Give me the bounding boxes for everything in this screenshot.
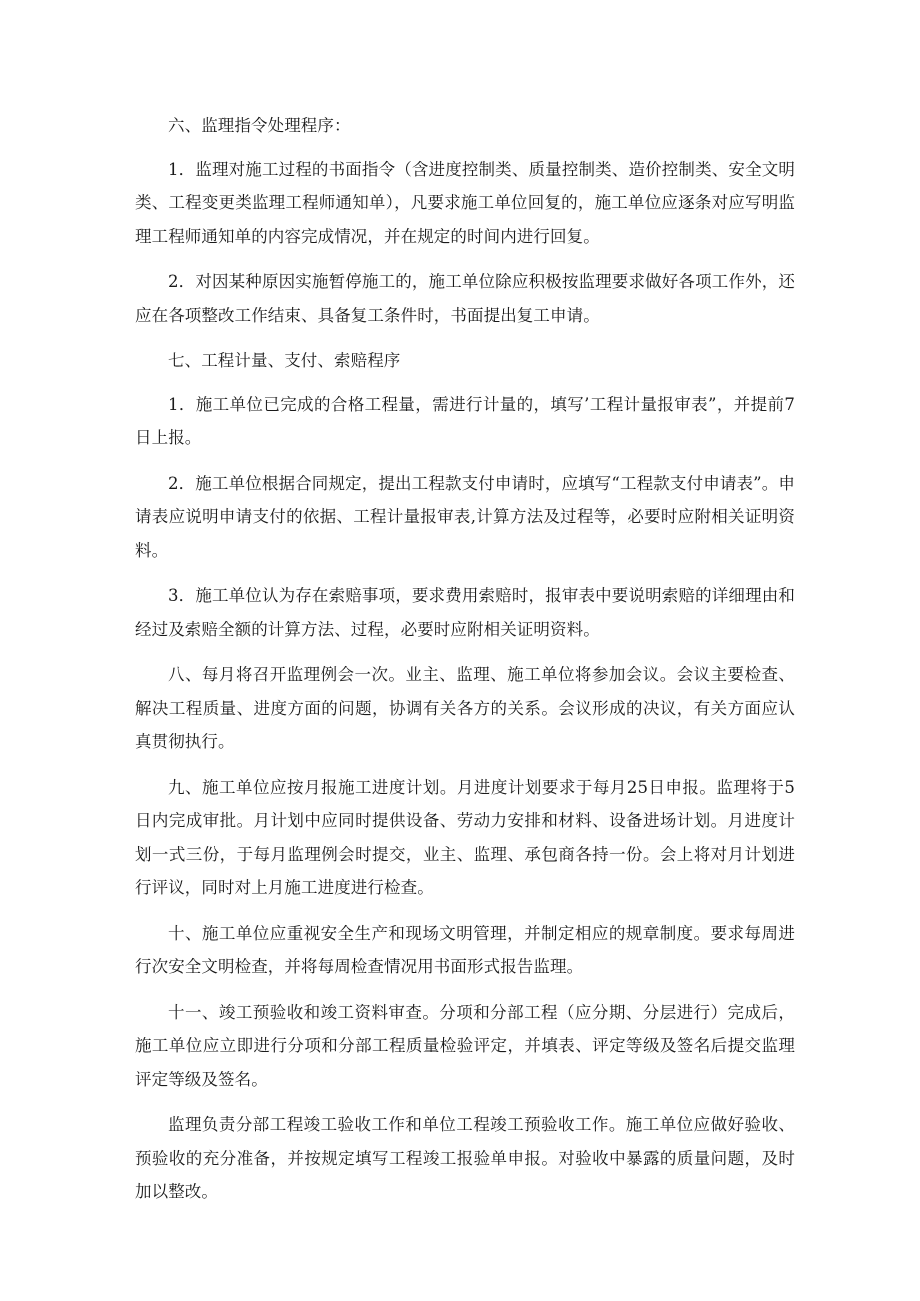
paragraph-7-3: 3．施工单位认为存在索赔事项，要求费用索赔时，报审表中要说明索赔的详细理由和经过及索赔全额的计算方法、过程，必要时应附相关证明资料。 bbox=[135, 586, 795, 639]
section-10: 十、施工单位应重视安全生产和现场文明管理，并制定相应的规章制度。要求每周进行次安全文明检查，并将每周检查情况用书面形式报告监理。 bbox=[135, 923, 795, 976]
paragraph-11-2: 监理负责分部工程竣工验收工作和单位工程竣工预验收工作。施工单位应做好验收、预验收的充分准备，并按规定填写工程竣工报验单申报。对验收中暴露的质量问题，及时加以整改。 bbox=[135, 1115, 795, 1201]
section-9: 九、施工单位应按月报施工进度计划。月进度计划要求于每月25日申报。监理将于5日内完成审批。月计划中应同时提供设备、劳动力安排和材料、设备进场计划。月进度计划一式三份，于每月监理例会时提交，业主、监理、承包商各持一份。会上将对月计划进行评议，同时对上月施工进度进行检查。 bbox=[135, 777, 795, 897]
document-body bbox=[135, 109, 795, 1221]
paragraph-6-2: 2．对因某种原因实施暂停施工的，施工单位除应积极按监理要求做好各项工作外，还应在各项整改工作结束、具备复工条件时，书面提出复工申请。 bbox=[135, 272, 795, 325]
paragraph-7-1: 1．施工单位已完成的合格工程量，需进行计量的，填写’工程计量报审表”，并提前7日上报。 bbox=[135, 394, 795, 447]
section-8: 八、每月将召开监理例会一次。业主、监理、施工单位将参加会议。会议主要检查、解决工程质量、进度方面的问题，协调有关各方的关系。会议形成的决议，有关方面应认真贯彻执行。 bbox=[135, 665, 795, 751]
section-heading-7: 七、工程计量、支付、索赔程序 bbox=[168, 351, 401, 370]
paragraph-6-1: 1．监理对施工过程的书面指令（含进度控制类、质量控制类、造价控制类、安全文明类、工程变更类监理工程师通知单），凡要求施工单位回复的，施工单位应逐条对应写明监理工程师通知单的内容完成情况，并在规定的时间内进行回复。 bbox=[135, 159, 795, 246]
section-11: 十一、竣工预验收和竣工资料审查。分项和分部工程（应分期、分层进行）完成后，施工单位应立即进行分项和分部工程质量检验评定，并填表、评定等级及签名后提交监理评定等级及签名。 bbox=[135, 1002, 795, 1089]
section-heading-6: 六、监理指令处理程序： bbox=[168, 116, 351, 135]
paragraph-7-2: 2．施工单位根据合同规定，提出工程款支付申请时，应填写“工程款支付申请表”。申请表应说明申请支付的依据、工程计量报审表,计算方法及过程等，必要时应附相关证明资料。 bbox=[135, 473, 795, 560]
